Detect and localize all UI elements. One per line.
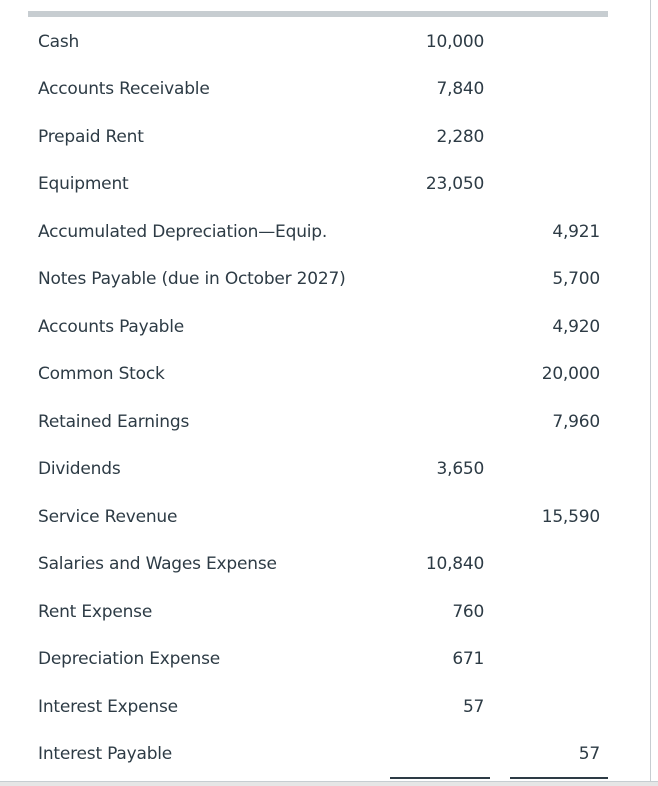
debit-amount: 2,280 [436, 126, 485, 147]
account-name: Accounts Receivable [38, 79, 210, 100]
table-row [28, 731, 608, 779]
account-name: Equipment [38, 174, 129, 195]
debit-amount: 671 [452, 649, 485, 670]
column-gap [484, 588, 512, 636]
credit-amount [512, 18, 608, 66]
debit-amount: 57 [462, 696, 485, 717]
account-name: Dividends [38, 459, 121, 480]
debit-amount: 760 [452, 601, 485, 622]
table-row [28, 588, 608, 636]
column-gap [484, 18, 512, 66]
table-top-border [28, 11, 608, 17]
debit-amount [394, 256, 484, 304]
account-name: Retained Earnings [38, 411, 190, 432]
debit-amount [394, 351, 484, 399]
table-row [28, 351, 608, 399]
account-name: Common Stock [38, 364, 165, 385]
column-gap [484, 161, 512, 209]
account-name: Notes Payable (due in October 2027) [38, 269, 346, 290]
column-gap [484, 398, 512, 446]
account-name: Cash [38, 31, 80, 52]
column-gap [484, 446, 512, 494]
credit-amount [512, 683, 608, 731]
debit-amount: 23,050 [425, 174, 485, 195]
table-row [28, 113, 608, 161]
table-row [28, 493, 608, 541]
credit-amount [512, 113, 608, 161]
column-gap [484, 541, 512, 589]
table-row [28, 18, 608, 66]
column-gap [484, 208, 512, 256]
account-name: Salaries and Wages Expense [38, 554, 277, 575]
credit-amount [512, 541, 608, 589]
debit-amount: 10,840 [425, 554, 485, 575]
debit-amount: 10,000 [425, 31, 485, 52]
debit-amount [394, 303, 484, 351]
credit-amount: 7,960 [552, 411, 600, 432]
column-gap [484, 493, 512, 541]
column-gap [484, 683, 512, 731]
column-gap [484, 303, 512, 351]
column-gap [484, 66, 512, 114]
credit-amount [512, 161, 608, 209]
bottom-edge-line [0, 781, 658, 782]
scroll-edge [650, 0, 651, 786]
table-row [28, 683, 608, 731]
table-row [28, 161, 608, 209]
column-gap [484, 351, 512, 399]
column-gap [484, 731, 512, 779]
table-row [28, 398, 608, 446]
table-row [28, 256, 608, 304]
trial-balance-body [28, 18, 608, 778]
column-gap [484, 256, 512, 304]
debit-amount: 3,650 [436, 459, 485, 480]
credit-amount: 57 [578, 744, 600, 765]
table-row [28, 636, 608, 684]
account-name: Depreciation Expense [38, 649, 221, 670]
table-row [28, 66, 608, 114]
account-name: Service Revenue [38, 506, 178, 527]
credit-amount [512, 66, 608, 114]
credit-total-rule [510, 777, 608, 779]
debit-total-rule [390, 777, 490, 779]
table-row [28, 541, 608, 589]
debit-amount [394, 208, 484, 256]
account-name: Interest Expense [38, 696, 178, 717]
account-name: Rent Expense [38, 601, 153, 622]
account-name: Prepaid Rent [38, 126, 144, 147]
column-gap [484, 113, 512, 161]
credit-amount [512, 446, 608, 494]
credit-amount: 20,000 [541, 364, 600, 385]
debit-amount: 7,840 [436, 79, 485, 100]
trial-balance-table [28, 18, 608, 778]
account-name: Accounts Payable [38, 316, 185, 337]
column-gap [484, 636, 512, 684]
table-row [28, 208, 608, 256]
credit-amount [512, 588, 608, 636]
table-row [28, 303, 608, 351]
credit-amount [512, 636, 608, 684]
credit-amount: 4,920 [552, 316, 600, 337]
debit-amount [394, 398, 484, 446]
account-name: Interest Payable [38, 744, 173, 765]
credit-amount: 15,590 [541, 506, 600, 527]
credit-amount: 5,700 [552, 269, 600, 290]
debit-amount [394, 493, 484, 541]
debit-amount [394, 731, 484, 779]
account-name: Accumulated Depreciation—Equip. [38, 221, 328, 242]
table-row [28, 446, 608, 494]
credit-amount: 4,921 [552, 221, 600, 242]
